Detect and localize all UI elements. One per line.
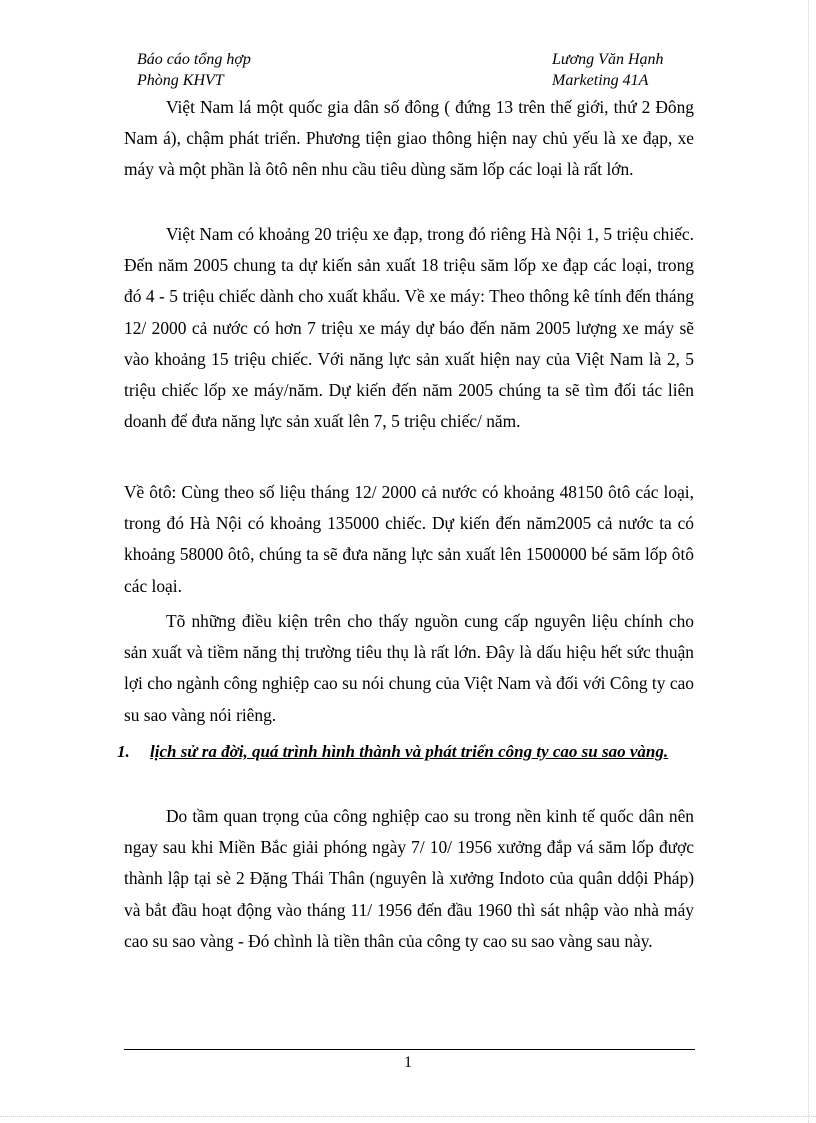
footer-divider	[124, 1049, 695, 1050]
page-boundary-bottom	[0, 1116, 816, 1117]
header-report-title: Báo cáo tổng hợp	[137, 51, 251, 68]
paragraph-automobile: Về ôtô: Cùng theo số liệu tháng 12/ 2000 cả nước có khoảng 48150 ôtô các loại, trong đó Hà Nội có khoảng 135000 chiếc. Dự kiến đến năm2005 cả nước ta có khoảng 58000 ôtô, chúng ta sẽ đưa năng lực sản xuất lên 1500000 bé săm lốp ôtô các loại.	[124, 482, 694, 596]
paragraph-conditions: Tõ những điều kiện trên cho thấy nguồn cung cấp nguyên liệu chính cho sản xuất và tiềm năng thị trường tiêu thụ là rất lớn. Đây là dấu hiệu hết sức thuận lợi cho ngành công nghiệp cao su nói chung của Việt Nam và đối với Công ty cao su sao vàng nói riêng.	[124, 611, 694, 725]
header-department: Phòng KHVT	[137, 72, 224, 89]
section-title: lịch sử ra đời, quá trình hình thành và phát triển công ty cao su sao vàng.	[150, 742, 669, 761]
paragraph-bicycle-motorbike: Việt Nam có khoảng 20 triệu xe đạp, trong đó riêng Hà Nội 1, 5 triệu chiếc. Đến năm 2005 chung ta dự kiến sản xuất 18 triệu săm lốp xe đạp các loại, trong đó 4 - 5 triệu chiếc dành cho xuất khẩu. Về xe máy: Theo thông kê tính đến tháng 12/ 2000 cả nước có hơn 7 triệu xe máy dự báo đến năm 2005 lượng xe máy sẽ vào khoảng 15 triệu chiếc. Với năng lực sản xuất hiện nay của Việt Nam là 2, 5 triệu chiếc lốp xe máy/năm. Dự kiến đến năm 2005 chúng ta sẽ tìm đối tác liên doanh để đưa năng lực sản xuất lên 7, 5 triệu chiếc/ năm.	[124, 224, 694, 432]
section-number: 1.	[117, 742, 130, 761]
header-left	[137, 49, 251, 91]
paragraph-history: Do tầm quan trọng của công nghiệp cao su trong nền kinh tế quốc dân nên ngay sau khi Miền Bắc giải phóng ngày 7/ 10/ 1956 xưởng đắp vá săm lốp được thành lập tại sè 2 Đặng Thái Thân (nguyên là xưởng Indoto của quân ddội Pháp) và bắt đầu hoạt động vào tháng 11/ 1956 đến đầu 1960 thì sát nhập vào nhà máy cao su sao vàng - Đó chình là tiền thân của công ty cao su sao vàng sau này.	[124, 806, 694, 951]
section-heading	[117, 736, 699, 767]
paragraph-population: Việt Nam lá một quốc gia dân số đông ( đứng 13 trên thế giới, thứ 2 Đông Nam á), chậm phát triển. Phương tiện giao thông hiện nay chủ yếu là xe đạp, xe máy và một phần là ôtô nên nhu cầu tiêu dùng săm lốp các loại là rất lớn.	[124, 97, 694, 180]
page-number: 1	[404, 1054, 412, 1071]
header-right	[552, 49, 664, 91]
page-boundary-right	[808, 0, 809, 1123]
header-class: Marketing 41A	[552, 72, 649, 89]
header-author: Lương Văn Hạnh	[552, 51, 664, 68]
